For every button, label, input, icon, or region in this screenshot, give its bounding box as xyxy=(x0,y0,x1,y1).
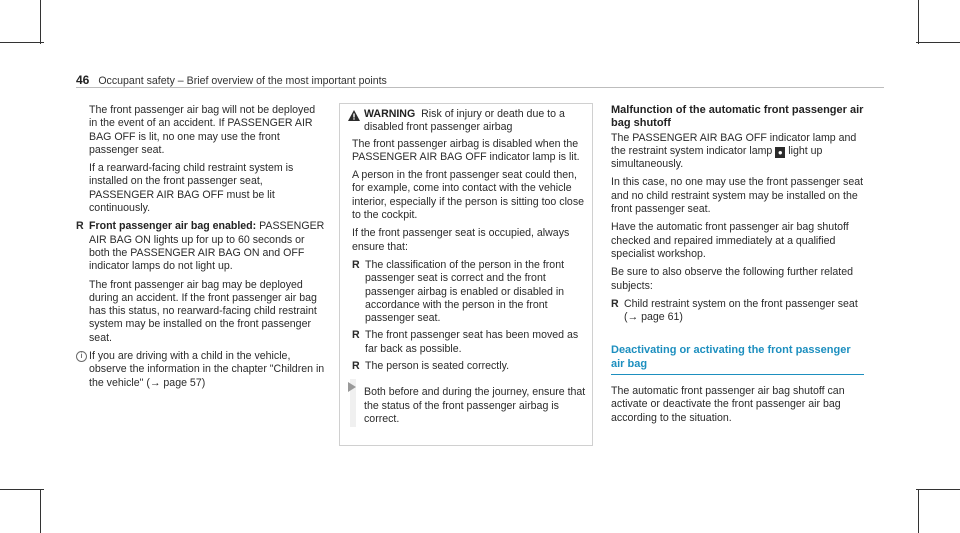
paragraph: If a rearward-facing child restraint system is installed on the front passenger seat, PASSENGER AIR BAG OFF must be lit continuously. xyxy=(89,162,294,215)
paragraph: If the front passenger seat is occupied, always ensure that: xyxy=(352,227,570,253)
crop-mark xyxy=(916,42,960,43)
column-right xyxy=(611,104,871,430)
bullet-marker: R xyxy=(352,360,360,373)
header-rule xyxy=(76,87,884,88)
column-left xyxy=(76,104,326,390)
list-item xyxy=(352,259,586,325)
page-title: Occupant safety – Brief overview of the most important points xyxy=(98,75,387,87)
action-text: Both before and during the journey, ensure that the status of the front passenger airbag is correct. xyxy=(364,386,586,425)
paragraph-text: light up simultaneously. xyxy=(611,144,823,171)
bullet-marker: R xyxy=(352,329,360,342)
paragraph: In this case, no one may use the front passenger seat and no child restraint system may be installed on the front passenger seat. xyxy=(611,176,864,216)
crop-mark xyxy=(918,489,919,533)
paragraph: Have the automatic front passenger air bag shutoff checked and repaired immediately at a qualified specialist workshop. xyxy=(611,221,849,260)
crop-mark xyxy=(0,489,44,490)
action-step xyxy=(340,379,586,428)
paragraph-text: The PASSENGER AIR BAG OFF indicator lamp and the restraint system indicator lamp xyxy=(611,131,857,157)
page-number: 46 xyxy=(76,73,90,87)
bullet-text: The classification of the person in the front passenger seat is correct and the front passenger airbag is enabled or disabled in accordance with the person in the front passenger seat. xyxy=(365,258,565,325)
list-item xyxy=(352,329,586,356)
paragraph: The automatic front passenger air bag shutoff can activate or deactivate the front passenger air bag according to the situation. xyxy=(611,385,845,424)
paragraph: The front passenger air bag will not be deployed in the event of an accident. If PASSENGER AIR BAG OFF is lit, no one may use the front passenger seat. xyxy=(89,104,316,156)
section-heading-blue: Deactivating or activating the front passenger air bag xyxy=(611,344,864,375)
list-item xyxy=(352,360,586,373)
crop-mark xyxy=(40,489,41,533)
bullet-text: PASSENGER AIR BAG ON lights up for up to 60 seconds or both the PASSENGER AIR BAG ON and OFF indicator lamps do not light up. xyxy=(89,220,325,273)
list-item xyxy=(611,298,871,325)
paragraph: Be sure to also observe the following further related subjects: xyxy=(611,266,854,292)
crop-mark xyxy=(918,0,919,44)
bullet-text[interactable]: Child restraint system on the front passenger seat (→ page 61) xyxy=(624,297,858,324)
info-icon: i xyxy=(76,351,87,362)
bullet-marker: R xyxy=(611,297,619,310)
warning-label: WARNING xyxy=(364,108,416,120)
warning-box xyxy=(339,103,593,446)
crop-mark xyxy=(0,42,44,43)
crop-mark xyxy=(40,0,41,44)
paragraph: The front passenger air bag may be deployed during an accident. If the front passenger air bag has this status, no rearward-facing child restraint system may be installed on the front passenger seat. xyxy=(89,278,317,344)
paragraph xyxy=(611,132,871,172)
warning-title: Risk of injury or death due to a disabled front passenger airbag xyxy=(364,108,565,134)
page-header xyxy=(76,74,387,88)
paragraph: The front passenger airbag is disabled when the PASSENGER AIR BAG OFF indicator lamp is lit. xyxy=(352,137,580,163)
info-note xyxy=(76,350,326,390)
note-text[interactable]: If you are driving with a child in the vehicle, observe the information in the chapter "Children in the vehicle" (→ page 57) xyxy=(89,350,325,389)
warning-header xyxy=(340,104,592,135)
warning-triangle-icon xyxy=(348,110,360,121)
list-item xyxy=(76,220,326,273)
bullet-text: The person is seated correctly. xyxy=(365,360,510,373)
section-heading: Malfunction of the automatic front passenger air bag shutoff xyxy=(611,104,864,130)
bullet-label: Front passenger air bag enabled: xyxy=(89,220,257,233)
crop-mark xyxy=(916,489,960,490)
action-arrow-icon xyxy=(348,382,356,392)
bullet-text: The front passenger seat has been moved as far back as possible. xyxy=(365,329,579,355)
seated-person-icon: ● xyxy=(775,147,785,158)
bullet-marker: R xyxy=(352,258,360,271)
bullet-marker: R xyxy=(76,220,84,233)
paragraph: A person in the front passenger seat could then, for example, come into contact with the vehicle interior, especially if the person is sitting too close to the cockpit. xyxy=(352,169,585,222)
warning-body xyxy=(340,135,592,429)
